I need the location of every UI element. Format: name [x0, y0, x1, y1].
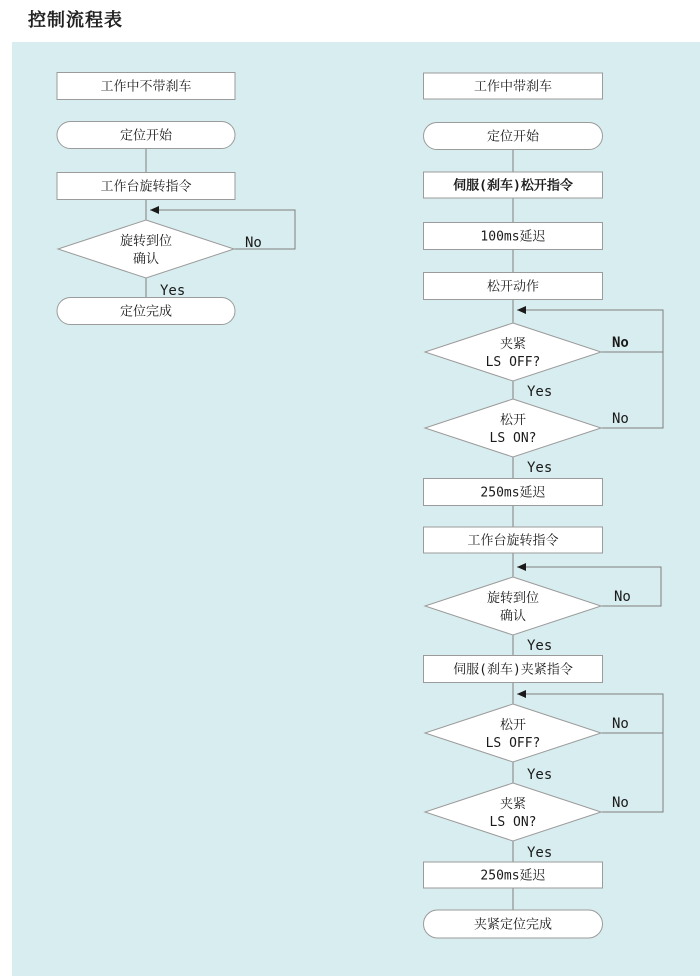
node-label: 250ms延迟 — [480, 485, 546, 501]
branch-label-no: No — [612, 795, 629, 811]
node-shape-decision — [425, 577, 601, 635]
branch-label-no: No — [612, 411, 629, 427]
node-positioning-start-left — [57, 122, 235, 149]
branch-label-yes: Yes — [527, 460, 553, 476]
node-label: 夹紧 LS ON? — [489, 797, 537, 830]
branch-label-no: No — [612, 335, 629, 351]
node-shape-decision — [425, 323, 601, 381]
node-label: 松开动作 — [486, 279, 540, 295]
node-delay-100ms — [424, 223, 603, 250]
node-label: 松开 LS ON? — [489, 413, 537, 446]
node-shape-decision — [58, 220, 234, 278]
branch-label-no: No — [612, 716, 629, 732]
page-title: 控制流程表 — [28, 10, 123, 31]
node-clamp-ls-on-check — [425, 783, 601, 841]
node-release-action — [424, 273, 603, 300]
node-rotate-confirm-right — [425, 577, 601, 635]
node-clamp-positioning-done — [424, 910, 603, 938]
node-label: 松开 LS OFF? — [485, 718, 541, 751]
loopback-arrowhead-icon — [150, 206, 159, 214]
branch-label-yes: Yes — [527, 384, 553, 400]
node-table-rotate-cmd-right — [424, 527, 603, 553]
node-servo-brake-release-cmd — [424, 172, 603, 198]
loopback-arrowhead-icon — [517, 306, 526, 314]
node-label: 定位开始 — [119, 128, 173, 144]
node-label: 伺服(刹车)夹紧指令 — [453, 662, 573, 678]
node-positioning-start-right — [424, 123, 603, 150]
node-label: 定位开始 — [486, 129, 540, 145]
node-label: 定位完成 — [119, 304, 173, 320]
node-release-ls-off-check — [425, 704, 601, 762]
node-label: 100ms延迟 — [480, 229, 546, 245]
node-clamp-ls-off-check — [425, 323, 601, 381]
node-rotate-confirm-left — [58, 220, 234, 278]
loopback-arrowhead-icon — [517, 563, 526, 571]
node-shape-decision — [425, 399, 601, 457]
node-label: 250ms延迟 — [480, 868, 546, 884]
node-shape-decision — [425, 704, 601, 762]
node-delay-250ms-2 — [424, 862, 603, 888]
branch-label-yes: Yes — [527, 767, 553, 783]
node-label: 工作中不带刹车 — [100, 79, 192, 95]
node-shape-decision — [425, 783, 601, 841]
node-label: 工作台旋转指令 — [100, 179, 192, 195]
branch-label-no: No — [614, 589, 631, 605]
node-no-brake-header — [57, 73, 235, 100]
branch-label-no: No — [245, 235, 262, 251]
node-label: 夹紧 LS OFF? — [485, 337, 541, 370]
node-brake-header — [424, 73, 603, 99]
node-table-rotate-cmd-left — [57, 173, 235, 200]
branch-label-yes: Yes — [527, 638, 553, 654]
node-label: 夹紧定位完成 — [473, 917, 553, 933]
node-label: 工作中带刹车 — [473, 79, 553, 95]
node-label: 工作台旋转指令 — [467, 533, 559, 549]
branch-label-yes: Yes — [160, 283, 186, 299]
node-label: 旋转到位确认 — [119, 234, 173, 267]
node-servo-brake-clamp-cmd — [424, 656, 603, 683]
node-release-ls-on-check — [425, 399, 601, 457]
loopback-arrowhead-icon — [517, 690, 526, 698]
node-positioning-done-left — [57, 298, 235, 325]
node-label: 旋转到位确认 — [486, 591, 540, 624]
branch-label-yes: Yes — [527, 845, 553, 861]
node-label: 伺服(刹车)松开指令 — [453, 178, 573, 194]
node-delay-250ms-1 — [424, 479, 603, 506]
